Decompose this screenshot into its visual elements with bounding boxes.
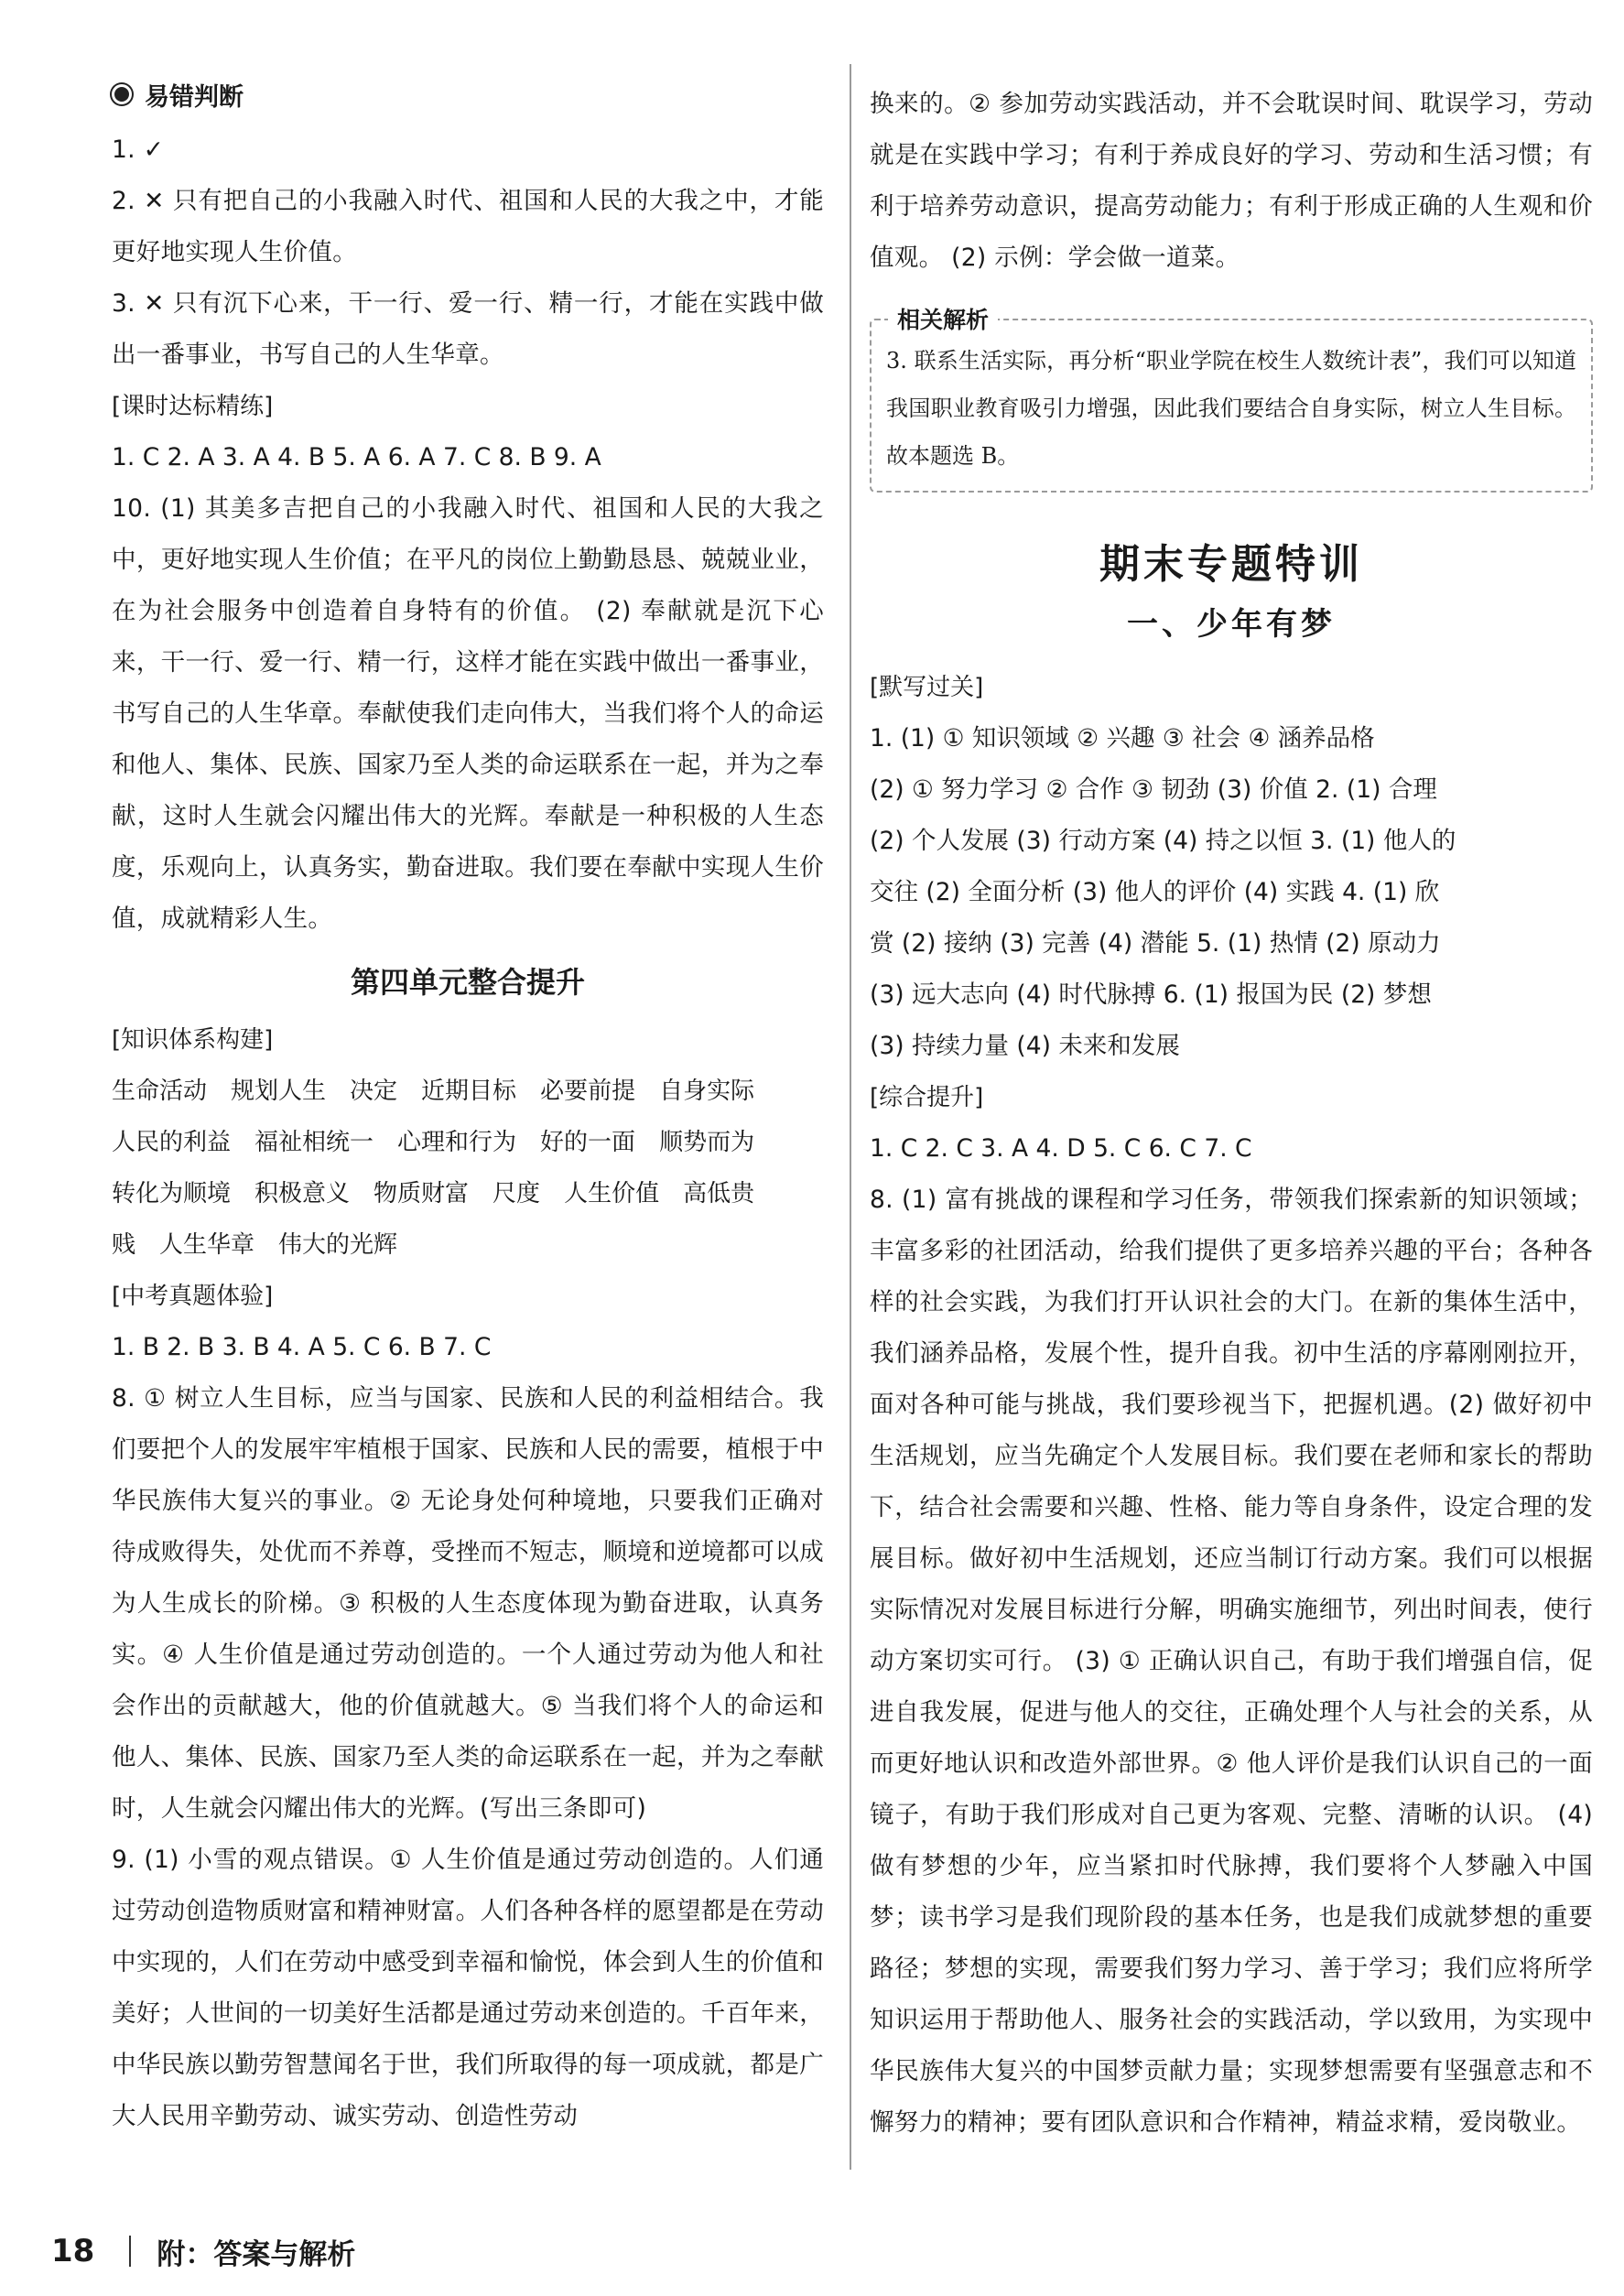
- column-divider: [850, 64, 851, 2170]
- keyword-row: 转化为顺境 积极意义 物质财富 尺度 人生价值 高低贵: [112, 1180, 755, 1208]
- error-judge-item: 1. ✓: [112, 135, 165, 164]
- topic-title: 一、少年有梦: [1127, 606, 1336, 643]
- keyword-row: 贱 人生华章 伟大的光辉: [112, 1231, 398, 1259]
- footer-label: 附：答案与解析: [157, 2237, 356, 2271]
- comprehensive-answers: 1. C 2. C 3. A 4. D 5. C 6. C 7. C: [870, 1134, 1252, 1163]
- dictation-line: (2) ① 努力学习 ② 合作 ③ 韧劲 (3) 价值 2. (1) 合理: [870, 775, 1437, 804]
- exam-q8: 8. ① 树立人生目标，应当与国家、民族和人民的利益相结合。我们要把个人的发展牢牢植根于国家、民族和人民的需要，植根于中华民族伟大复兴的事业。② 无论身处何种境地，只要我们正确对待成败得失，处优而不养尊，受挫而不短志，顺境和逆境都可以成为人生成长的阶梯。③ 积极的人生态度体现为勤奋进取，认真务实。④ 人生价值是通过劳动创造的。一个人通过劳动为他人和社会作出的贡献越大，他的价值就越大。⑤ 当我们将个人的命运和他人、集体、民族、国家乃至人类的命运联系在一起，并为之奉献时，人生就会闪耀出伟大的光辉。(写出三条即可): [112, 1384, 824, 1823]
- exam-q9: 9. (1) 小雪的观点错误。① 人生价值是通过劳动创造的。人们通过劳动创造物质财富和精神财富。人们各种各样的愿望都是在劳动中实现的，人们在劳动中感受到幸福和愉悦，体会到人生的价值和美好；人世间的一切美好生活都是通过劳动来创造的。千百年来，中华民族以勤劳智慧闻名于世，我们所取得的每一项成就，都是广大人民用辛勤劳动、诚实劳动、创造性劳动: [112, 1846, 824, 2130]
- dictation-line: 交往 (2) 全面分析 (3) 他人的评价 (4) 实践 4. (1) 欣: [870, 878, 1440, 906]
- left-column: [112, 71, 824, 2142]
- dictation-line: (3) 远大志向 (4) 时代脉搏 6. (1) 报国为民 (2) 梦想: [870, 980, 1432, 1009]
- related-analysis-box: [870, 307, 1593, 493]
- dictation-line: (2) 个人发展 (3) 行动方案 (4) 持之以恒 3. (1) 他人的: [870, 827, 1456, 855]
- dictation-line: 赏 (2) 接纳 (3) 完善 (4) 潜能 5. (1) 热情 (2) 原动力: [870, 929, 1441, 958]
- dictation-heading: [ 默写过关 ]: [870, 662, 1593, 713]
- keyword-row: 生命活动 规划人生 决定 近期目标 必要前提 自身实际: [112, 1078, 755, 1105]
- lesson-practice-q10: 10. (1) 其美多吉把自己的小我融入时代、祖国和人民的大我之中，更好地实现人生价值；在平凡的岗位上勤勤恳恳、兢兢业业，在为社会服务中创造着自身特有的价值。 (2) 奉献就是沉下心来，干一行、爱一行、精一行，这样才能在实践中做出一番事业，书写自己的人生华章。奉献使我们走向伟大，当我们将个人的命运和他人、集体、民族、国家乃至人类的命运联系在一起，并为之奉献，这时人生就会闪耀出伟大的光辉。奉献是一种积极的人生态度，乐观向上，认真务实，勤奋进取。我们要在奉献中实现人生价值，成就精彩人生。: [112, 494, 824, 933]
- exam-heading: [ 中考真题体验 ]: [112, 1271, 824, 1322]
- bullet-icon: [112, 84, 132, 104]
- dictation-line: (3) 持续力量 (4) 未来和发展: [870, 1032, 1180, 1060]
- knowledge-heading: [ 知识体系构建 ]: [112, 1014, 824, 1066]
- footer-separator: [129, 2236, 131, 2267]
- error-judge-heading: 易错判断: [112, 71, 824, 125]
- related-analysis-text: 3. 联系生活实际，再分析“职业学院在校生人数统计表”，我们可以知道我国职业教育吸引力增强，因此我们要结合自身实际，树立人生目标。故本题选 B。: [886, 348, 1576, 469]
- page-footer: [51, 2228, 355, 2274]
- knowledge-keywords: [112, 1066, 824, 1271]
- final-special-title: 期末专题特训: [1099, 541, 1363, 588]
- comprehensive-heading: [ 综合提升 ]: [870, 1072, 1593, 1123]
- error-judge-item: 2. ✕ 只有把自己的小我融入时代、祖国和人民的大我之中，才能更好地实现人生价值。: [112, 187, 824, 266]
- lesson-practice-heading: [ 课时达标精练 ]: [112, 381, 824, 432]
- related-analysis-title: 相关解析: [888, 302, 998, 335]
- right-column: [870, 79, 1593, 2149]
- lesson-practice-answers: 1. C 2. A 3. A 4. B 5. A 6. A 7. C 8. B 9. A: [112, 443, 601, 471]
- unit4-title: 第四单元整合提升: [350, 965, 585, 1000]
- exam-answers: 1. B 2. B 3. B 4. A 5. C 6. B 7. C: [112, 1333, 492, 1361]
- dictation-line: 1. (1) ① 知识领域 ② 兴趣 ③ 社会 ④ 涵养品格: [870, 724, 1375, 753]
- page-number: 18: [51, 2233, 95, 2269]
- exam-q9-continued: 换来的。② 参加劳动实践活动，并不会耽误时间、耽误学习，劳动就是在实践中学习；有利于养成良好的学习、劳动和生活习惯；有利于培养劳动意识，提高劳动能力；有利于形成正确的人生观和价值观。 (2) 示例：学会做一道菜。: [870, 90, 1593, 272]
- error-judge-item: 3. ✕ 只有沉下心来，干一行、爱一行、精一行，才能在实践中做出一番事业，书写自己的人生华章。: [112, 289, 824, 369]
- comprehensive-q8: 8. (1) 富有挑战的课程和学习任务，带领我们探索新的知识领域；丰富多彩的社团活动，给我们提供了更多培养兴趣的平台；各种各样的社会实践，为我们打开认识社会的大门。在新的集体生活中，我们涵养品格，发展个性，提升自我。初中生活的序幕刚刚拉开，面对各种可能与挑战，我们要珍视当下，把握机遇。(2) 做好初中生活规划，应当先确定个人发展目标。我们要在老师和家长的帮助下，结合社会需要和兴趣、性格、能力等自身条件，设定合理的发展目标。做好初中生活规划，还应当制订行动方案。我们可以根据实际情况对发展目标进行分解，明确实施细节，列出时间表，使行动方案切实可行。 (3) ① 正确认识自己，有助于我们增强自信，促进自我发展，促进与他人的交往，正确处理个人与社会的关系，从而更好地认识和改造外部世界。② 他人评价是我们认识自己的一面镜子，有助于我们形成对自己更为客观、完整、清晰的认识。 (4) 做有梦想的少年，应当紧扣时代脉搏，我们要将个人梦融入中国梦；读书学习是我们现阶段的基本任务，也是我们成就梦想的重要路径；梦想的实现，需要我们努力学习、善于学习；我们应将所学知识运用于帮助他人、服务社会的实践活动，学以致用，为实现中华民族伟大复兴的中国梦贡献力量；实现梦想需要有坚强意志和不懈努力的精神；要有团队意识和合作精神，精益求精，爱岗敬业。: [870, 1186, 1593, 2137]
- keyword-row: 人民的利益 福祉相统一 心理和行为 好的一面 顺势而为: [112, 1129, 755, 1156]
